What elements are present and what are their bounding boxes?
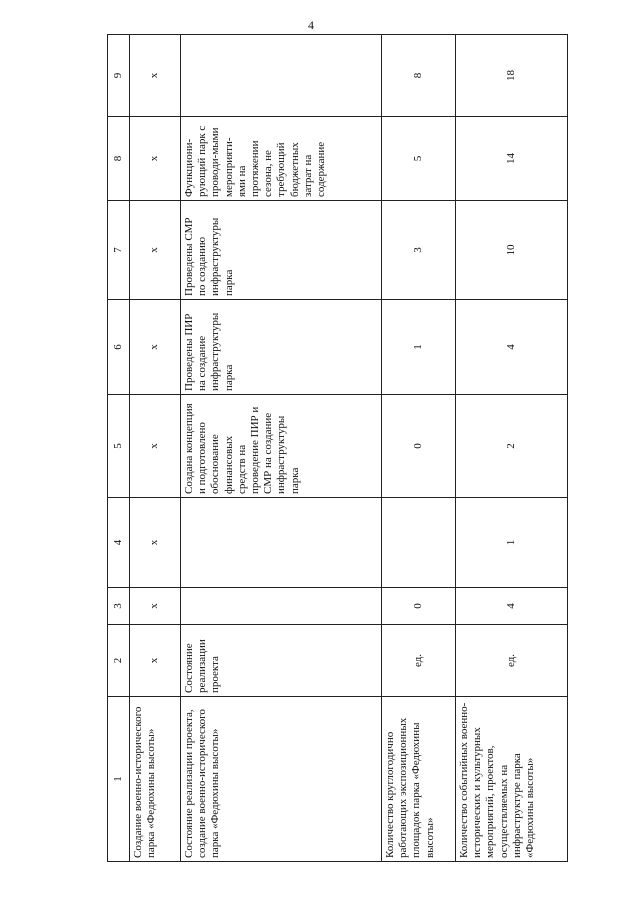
header-cell: 5 [108, 395, 130, 498]
table-row [456, 35, 568, 862]
row-title-cell: Создание военно-исторического парка «Федюхины высоты» [130, 697, 181, 862]
table-cell: 3 [382, 201, 456, 300]
table-cell: Проведены СМР по созданию инфраструктуры парка [181, 201, 382, 300]
header-cell: 9 [108, 35, 130, 117]
table-cell: 1 [456, 498, 568, 588]
table-cell: 18 [456, 35, 568, 117]
row-title-cell: Количество круглогодично работающих экспозиционных площадок парка «Федюхины высоты» [382, 697, 456, 862]
table-row [382, 35, 456, 862]
table-cell: Функциони-рующий парк с проводи-мыми мероприяти-ями на протяжении сезона, не требующий бюджетных затрат на содержание [181, 117, 382, 201]
table-cell: Создана концепция и подготовлено обоснование финансовых средств на проведение ПИР и СМР на создание инфраструктуры парка [181, 395, 382, 498]
rotated-page-content [107, 35, 567, 862]
table-cell: 8 [382, 35, 456, 117]
table-header-row [108, 35, 130, 862]
table-cell: x [130, 395, 181, 498]
table-cell: x [130, 625, 181, 697]
header-cell: 7 [108, 201, 130, 300]
table-cell: 14 [456, 117, 568, 201]
table-cell: 1 [382, 300, 456, 395]
header-cell: 1 [108, 697, 130, 862]
page-number: 4 [308, 18, 314, 32]
table-row [181, 35, 382, 862]
table-cell: 0 [382, 395, 456, 498]
indicator-table [107, 34, 568, 862]
header-cell: 2 [108, 625, 130, 697]
table-cell: x [130, 588, 181, 625]
table-cell [382, 498, 456, 588]
table-cell: Состояние реализации проекта [181, 625, 382, 697]
table-row [130, 35, 181, 862]
table-cell [181, 588, 382, 625]
table-cell: Проведены ПИР на создание инфраструктуры парка [181, 300, 382, 395]
table-cell: ед. [456, 625, 568, 697]
table-cell: x [130, 35, 181, 117]
table-cell: 10 [456, 201, 568, 300]
table-cell: 2 [456, 395, 568, 498]
table-cell: x [130, 201, 181, 300]
header-cell: 6 [108, 300, 130, 395]
table-cell: ед. [382, 625, 456, 697]
header-cell: 8 [108, 117, 130, 201]
header-cell: 4 [108, 498, 130, 588]
table-cell: 4 [456, 300, 568, 395]
row-title-cell: Количество событийных военно-исторических и культурных мероприятий, проектов, осуществляемых на инфраструктуре парка «Федюхины высоты» [456, 697, 568, 862]
table-cell: x [130, 300, 181, 395]
row-title-cell: Состояние реализации проекта, создание военно-исторического парка «Федюхины высоты» [181, 697, 382, 862]
table-cell [181, 35, 382, 117]
header-cell: 3 [108, 588, 130, 625]
table-cell: x [130, 117, 181, 201]
table-cell [181, 498, 382, 588]
table-cell: x [130, 498, 181, 588]
table-cell: 5 [382, 117, 456, 201]
table-cell: 4 [456, 588, 568, 625]
table-cell: 0 [382, 588, 456, 625]
